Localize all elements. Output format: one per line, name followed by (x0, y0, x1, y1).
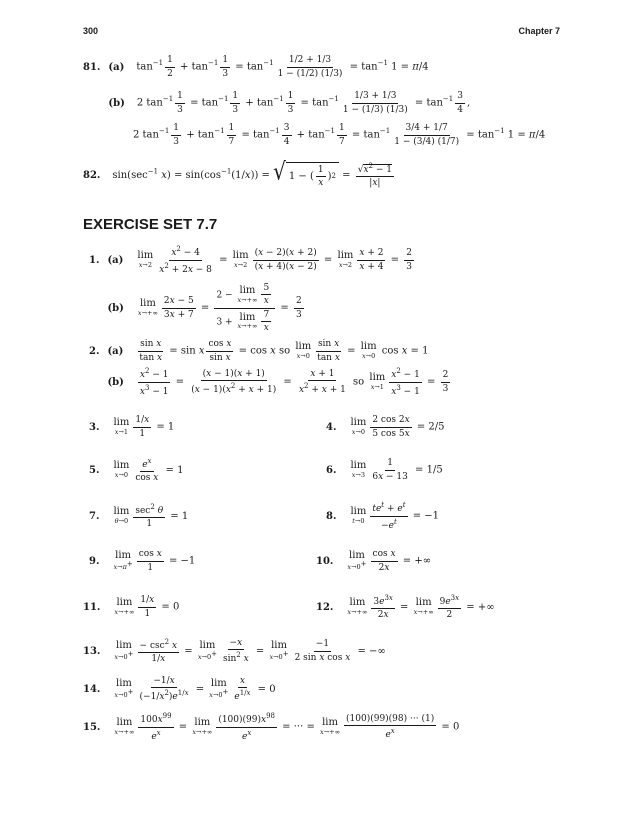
equation: lim x→0+ $\frac{-1/x}{(-1/x^2)e^{1/x}}$ = lim x→0+ $\frac{x}{e^{1/x}}$ = 0 (114, 675, 276, 702)
equation: lim x→π+ $\frac{\text{cos x}}{1}$ = −1 (113, 549, 196, 573)
problem-10 (316, 546, 431, 576)
equation: $\frac{x^2 - 1}{x^3 - 1}$ = $\frac{(x - 1)(x + 1)}{(x - 1)(x^2 + x + 1)}$ = $\frac{x + 1}{x^2 + x + 1}$ so lim x→1 $\frac{x^2 - 1}{x^3 - 1}$ = $\frac{2}{3}$ (139, 367, 449, 397)
problem-13 (83, 636, 386, 666)
equation: lim x→+∞ $\frac{100x^{99}}{e^x}$ = lim x→+∞ $\frac{(100)(99)x^{98}}{e^x}$ = ··· = lim x→+∞ $\frac{(100)(99)(98) \cdot\cdot\cdot (1)}{e^x}$ = 0 (114, 712, 460, 742)
equation: lim x→0 $\frac{e^x}{\text{cos x}}$ = 1 (113, 456, 184, 483)
equation: 2 $\tan^{-1}$ $\frac{1}{3}$ + $\tan^{-1}$ $\frac{1}{7}$ = $\tan^{-1}$ $\frac{3}{4}$ + $\tan^{-1}$ $\frac{1}{7}$ = $\tan^{-1}$ $\frac{3/4 + 1/7}{1 - (3/4) (1/7)}$ = $\tan^{-1} 1 = \pi/4$ (133, 123, 546, 147)
equation: $\tan^{-1}$ $\frac{1}{2}$ + $\tan^{-1}$ $\frac{1}{3}$ = $\tan^{-1}$ $\frac{1/2 + 1/3}{1 - (1/2) (1/3)}$ = $\tan^{-1} 1 = \pi/4$ (136, 55, 429, 79)
equation: lim x→+∞ $\frac{1/x}{1}$ = 0 (114, 595, 180, 619)
problem-number: 14. (83, 683, 101, 695)
problem-82 (83, 156, 396, 190)
chapter-label: Chapter 7 (518, 26, 560, 36)
problem-number: 81. (83, 61, 101, 73)
equation: $\sin(\sec^{-1}$ $x) = \sin(\cos^{-1}(1/x))$ = √ 1 − ( $\frac{1}{x}$ ) 2 = $\frac{√x^2 - 1}{|x|}$ (112, 156, 393, 188)
equation: lim x→3 $\frac{1}{6x - 13}$ = 1/5 (350, 458, 443, 482)
problem-1b (89, 282, 306, 333)
part-label: (a) (108, 61, 125, 73)
part-label: (b) (107, 302, 124, 314)
problem-9 (89, 546, 195, 576)
problem-number: 5. (89, 464, 100, 476)
problem-14 (83, 674, 276, 704)
equation: lim x→0 $\frac{2 \cos 2x}{5 \cos 5x}$ = 2/5 (350, 415, 445, 439)
equation: lim x→2 $\frac{x^2 - 4}{x^2 + 2x - 8}$ = lim x→2 $\frac{(x - 2)(x + 2)}{(x + 4)(x - 2)}$ = lim x→2 $\frac{x + 2}{x + 4}$ = $\frac{2}{3}$ (137, 245, 412, 275)
equation: lim x→0+ $\frac{- \csc^2 x}{1/x}$ = lim x→0+ $\frac{-x}{\sin^2 x}$ = lim x→0+ $\frac{-1}{\text{2 sin x cos x}}$ = −∞ (114, 637, 386, 664)
problem-number: 12. (316, 601, 334, 613)
equation: lim t→0 $\frac{te^t + e^t}{-e^t}$ = −1 (350, 501, 440, 531)
problem-81b-line2 (133, 120, 545, 150)
problem-number: 9. (89, 555, 100, 567)
problem-number: 13. (83, 645, 101, 657)
problem-15 (83, 712, 459, 742)
section-title: EXERCISE SET 7.7 (83, 216, 218, 233)
problem-11 (83, 592, 179, 622)
equation: $\frac{\text{sin x}}{\text{tan x}}$ = sin x $\frac{\text{cos x}}{\text{sin x}}$ = cos x so lim x→0 $\frac{\text{sin x}}{\text{tan x}}$ = lim x→0 cos x = 1 (139, 339, 429, 363)
page-number: 300 (83, 26, 99, 36)
problem-number: 3. (89, 421, 100, 433)
equation: 2 $\tan^{-1}$ $\frac{1}{3}$ = $\tan^{-1}$ $\frac{1}{3}$ + $\tan^{-1}$ $\frac{1}{3}$ = $\tan^{-1}$ $\frac{1/3 + 1/3}{1 - (1/3) (1/3)}$ = $\tan^{-1}$ $\frac{3}{4}$ , (136, 91, 471, 115)
problem-number: 4. (326, 421, 337, 433)
problem-number: 1. (89, 254, 100, 266)
problem-4 (326, 412, 445, 442)
problem-81a (83, 52, 429, 82)
problem-number: 11. (83, 601, 101, 613)
problem-1a (89, 245, 416, 275)
part-label: (b) (108, 97, 125, 109)
problem-number: 15. (83, 721, 101, 733)
problem-2a (89, 336, 428, 366)
equation: lim x→1 $\frac{1/x}{1}$ = 1 (113, 415, 175, 439)
problem-5 (89, 455, 183, 485)
problem-6 (326, 455, 443, 485)
problem-number: 10. (316, 555, 334, 567)
part-label: (b) (107, 376, 124, 388)
problem-12 (316, 592, 495, 622)
equation: lim θ→0 $\frac{\sec^2 \theta}{1}$ = 1 (113, 502, 189, 529)
problem-8 (326, 501, 439, 531)
problem-2b (89, 367, 452, 397)
problem-81b (83, 88, 470, 118)
problem-3 (89, 412, 174, 442)
problem-number: 8. (326, 510, 337, 522)
equation: lim x→+∞ $\frac{2x - 5}{3x + 7}$ = 2 − lim x→+∞ $\frac{5}{x}$ 3 + lim x→+∞ $\frac{7}{x}$ = $\frac{2}{3}$ (137, 282, 302, 333)
problem-number: 2. (89, 345, 100, 357)
problem-7 (89, 501, 188, 531)
problem-number: 82. (83, 169, 101, 181)
problem-number: 6. (326, 464, 337, 476)
part-label: (a) (107, 345, 124, 357)
equation: lim x→0+ $\frac{\text{cos x}}{2x}$ = +∞ (347, 549, 432, 573)
equation: lim x→+∞ $\frac{3e^{3x}}{2x}$ = lim x→+∞ $\frac{9e^{3x}}{2}$ = +∞ (347, 593, 495, 620)
part-label: (a) (107, 254, 124, 266)
problem-number: 7. (89, 510, 100, 522)
